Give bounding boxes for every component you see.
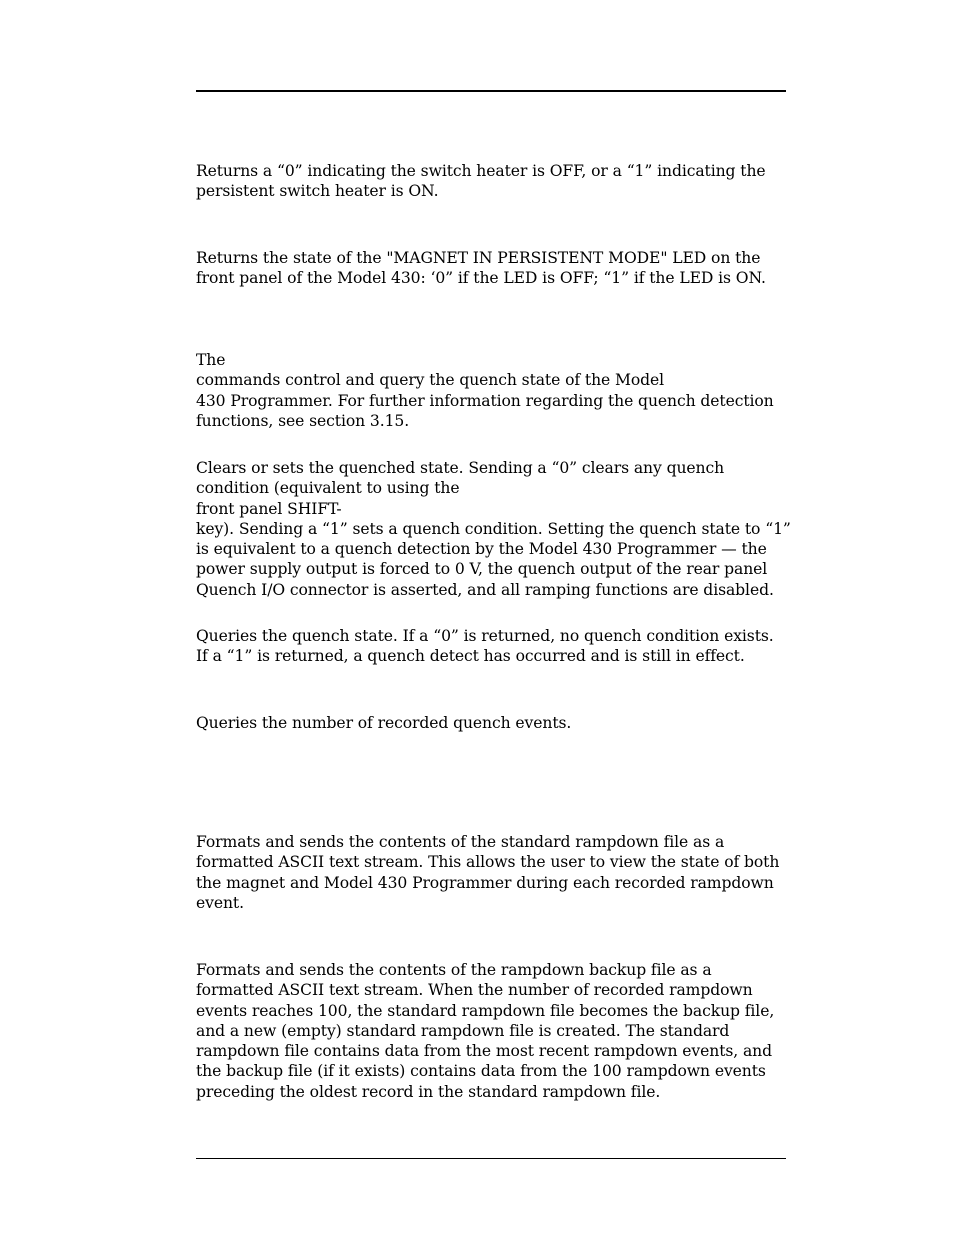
text-line: front panel of the Model 430: ‘0” if the LED is OFF; “1” if the LED is ON. [196,269,766,288]
text-line: 430 Programmer. For further information regarding the quench detection [196,391,774,410]
text-line: If a “1” is returned, a quench detect has occurred and is still in effect. [196,647,745,666]
text-line: the magnet and Model 430 Programmer during each recorded rampdown [196,873,774,892]
text-line: functions, see section 3.15. [196,411,410,430]
text-line: events reaches 100, the standard rampdown file becomes the backup file, [196,1001,775,1020]
text-line: Clears or sets the quenched state. Sending a “0” clears any quench [196,459,725,477]
text-fragment: The [196,351,226,369]
text-line: is equivalent to a quench detection by the Model 430 Programmer — the [196,540,767,559]
paragraph-quench-intro [196,350,791,431]
text-line: preceding the oldest record in the standard rampdown file. [196,1082,661,1101]
text-line [196,478,791,519]
text-line: and a new (empty) standard rampdown file is created. The standard [196,1021,730,1040]
paragraph-quench-query [196,626,791,667]
text-line: persistent switch heater is ON. [196,182,439,201]
paragraph-switch-heater-query [196,161,791,202]
text-fragment: condition (equivalent to using the [196,479,460,498]
text-line: event. [196,893,244,912]
text-line: formatted ASCII text stream. When the number of recorded rampdown [196,981,753,1000]
text-fragment: front panel SHIFT- [196,499,342,518]
footer-rule [196,1158,786,1159]
text-fragment: commands control and query the quench state of the Model [196,371,665,390]
text-line: Formats and sends the contents of the rampdown backup file as a [196,961,712,979]
text-line: the backup file (if it exists) contains data from the 100 rampdown events [196,1062,766,1081]
paragraph-persistent-led-query [196,248,791,289]
text-line: Queries the quench state. If a “0” is returned, no quench condition exists. [196,627,774,645]
text-line: Queries the number of recorded quench events. [196,714,572,732]
text-line: power supply output is forced to 0 V, the quench output of the rear panel [196,560,768,579]
paragraph-rampdown-file [196,832,791,913]
paragraph-quench-set [196,458,791,600]
text-line: formatted ASCII text stream. This allows the user to view the state of both [196,853,780,872]
text-line: Formats and sends the contents of the standard rampdown file as a [196,833,725,851]
text-line [196,350,791,391]
header-rule [196,90,786,92]
text-line: Returns the state of the "MAGNET IN PERSISTENT MODE" LED on the [196,249,761,267]
paragraph-rampdown-backup [196,960,791,1102]
text-line: key). Sending a “1” sets a quench condition. Setting the quench state to “1” [196,519,791,538]
paragraph-quench-count [196,713,791,733]
text-line: Quench I/O connector is asserted, and all ramping functions are disabled. [196,580,774,599]
text-line: rampdown file contains data from the most recent rampdown events, and [196,1042,773,1061]
text-line: Returns a “0” indicating the switch heater is OFF, or a “1” indicating the [196,162,766,180]
